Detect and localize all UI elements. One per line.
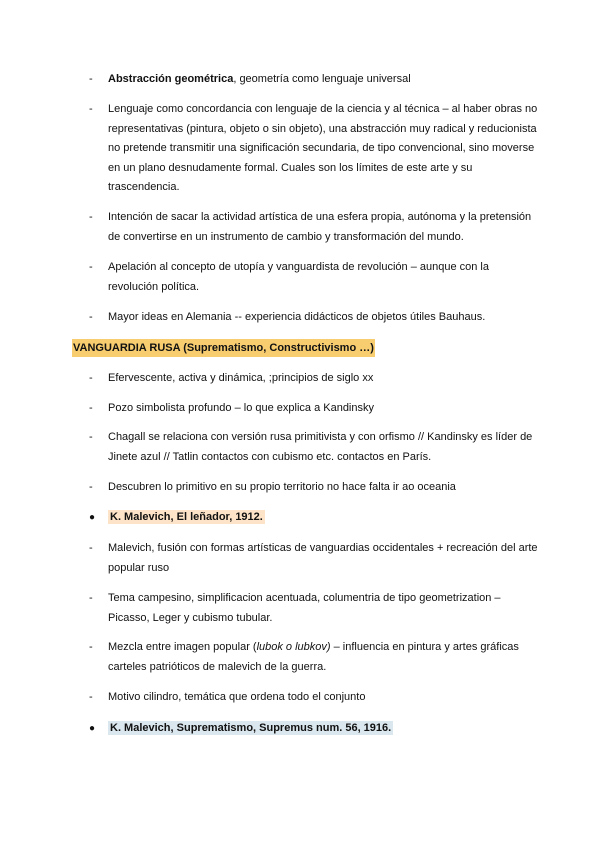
bullet-marker: ● xyxy=(89,723,96,734)
list-item xyxy=(89,428,539,467)
list-item xyxy=(89,208,539,247)
dash-marker: - xyxy=(89,481,93,493)
bullet-item xyxy=(89,508,539,528)
list-item xyxy=(89,688,539,708)
list-item xyxy=(89,369,539,389)
bullet-item-text xyxy=(108,719,539,739)
item-before: Mezcla entre imagen popular ( xyxy=(108,641,257,653)
list-item-text: Intención de sacar la actividad artística de una esfera propia, autónoma y la pretensión de convertirse en un instrumento de cambio y transformación del mundo. xyxy=(108,211,532,243)
list-item-text: Efervescente, activa y dinámica, ;principios de siglo xx xyxy=(108,372,374,384)
list-item-text: Malevich, fusión con formas artísticas de vanguardias occidentales + recreación del arte popular ruso xyxy=(108,542,538,574)
dash-marker: - xyxy=(89,592,93,604)
list-item xyxy=(89,539,539,578)
dash-marker: - xyxy=(89,542,93,554)
bold-term: Abstracción geométrica xyxy=(108,73,234,85)
list-item-text xyxy=(108,638,539,677)
list-item-text: Mayor ideas en Alemania -- experiencia didácticos de objetos útiles Bauhaus. xyxy=(108,311,486,323)
highlighted-title: K. Malevich, Suprematismo, Supremus num. 56, 1916. xyxy=(110,722,392,734)
dash-marker: - xyxy=(89,641,93,653)
list-item xyxy=(89,100,539,198)
highlighted-title: K. Malevich, El leñador, 1912. xyxy=(110,511,263,523)
list-item-text: Lenguaje como concordancia con lenguaje de la ciencia y al técnica – al haber obras no representativas (pintura, objeto o sin objeto), una abstracción muy radical y reducionista no pretende transmitir una significación secundaria, de tipo convencional, sino moverse en un plano desnudamente formal. Cuales son los límites de este arte y su trascendencia. xyxy=(108,103,538,193)
list-item xyxy=(89,638,539,677)
list-item-text: Pozo simbolista profundo – lo que explica a Kandinsky xyxy=(108,402,374,414)
dash-marker: - xyxy=(89,261,93,273)
list-item-text: Descubren lo primitivo en su propio territorio no hace falta ir ao oceania xyxy=(108,481,456,493)
italic-term: lubok o lubkov) xyxy=(256,641,331,653)
dash-marker: - xyxy=(89,103,93,115)
dash-marker: - xyxy=(89,691,93,703)
list-item xyxy=(89,258,539,297)
dash-marker: - xyxy=(89,431,93,443)
dash-marker: - xyxy=(89,402,93,414)
bullet-item xyxy=(89,719,539,739)
bullet-marker: ● xyxy=(89,512,96,523)
item-rest: , geometría como lenguaje universal xyxy=(233,73,411,85)
list-item-text: Apelación al concepto de utopía y vanguardista de revolución – aunque con la revolución política. xyxy=(108,261,489,293)
dash-marker: - xyxy=(89,211,93,223)
list-item-text xyxy=(108,70,539,90)
list-item xyxy=(89,399,539,419)
bullet-item-text xyxy=(108,508,539,528)
list-item xyxy=(89,70,539,90)
dash-marker: - xyxy=(89,73,93,85)
item-after: – influencia en pintura y artes gráficas carteles patrióticos de malevich de la guerra. xyxy=(108,641,519,673)
list-item-text: Motivo cilindro, temática que ordena todo el conjunto xyxy=(108,691,366,703)
dash-marker: - xyxy=(89,311,93,323)
list-item xyxy=(89,589,539,628)
dash-marker: - xyxy=(89,372,93,384)
section-heading: VANGUARDIA RUSA (Suprematismo, Constructivismo …) xyxy=(72,339,375,357)
list-item xyxy=(89,478,539,498)
list-item-text: Tema campesino, simplificacion acentuada, columentria de tipo geometrization – Picasso, Leger y cubismo tubular. xyxy=(108,592,501,624)
list-item-text: Chagall se relaciona con versión rusa primitivista y con orfismo // Kandinsky es líder de Jinete azul // Tatlin contactos con cubismo etc. contactos en París. xyxy=(108,431,533,463)
list-item xyxy=(89,308,539,328)
